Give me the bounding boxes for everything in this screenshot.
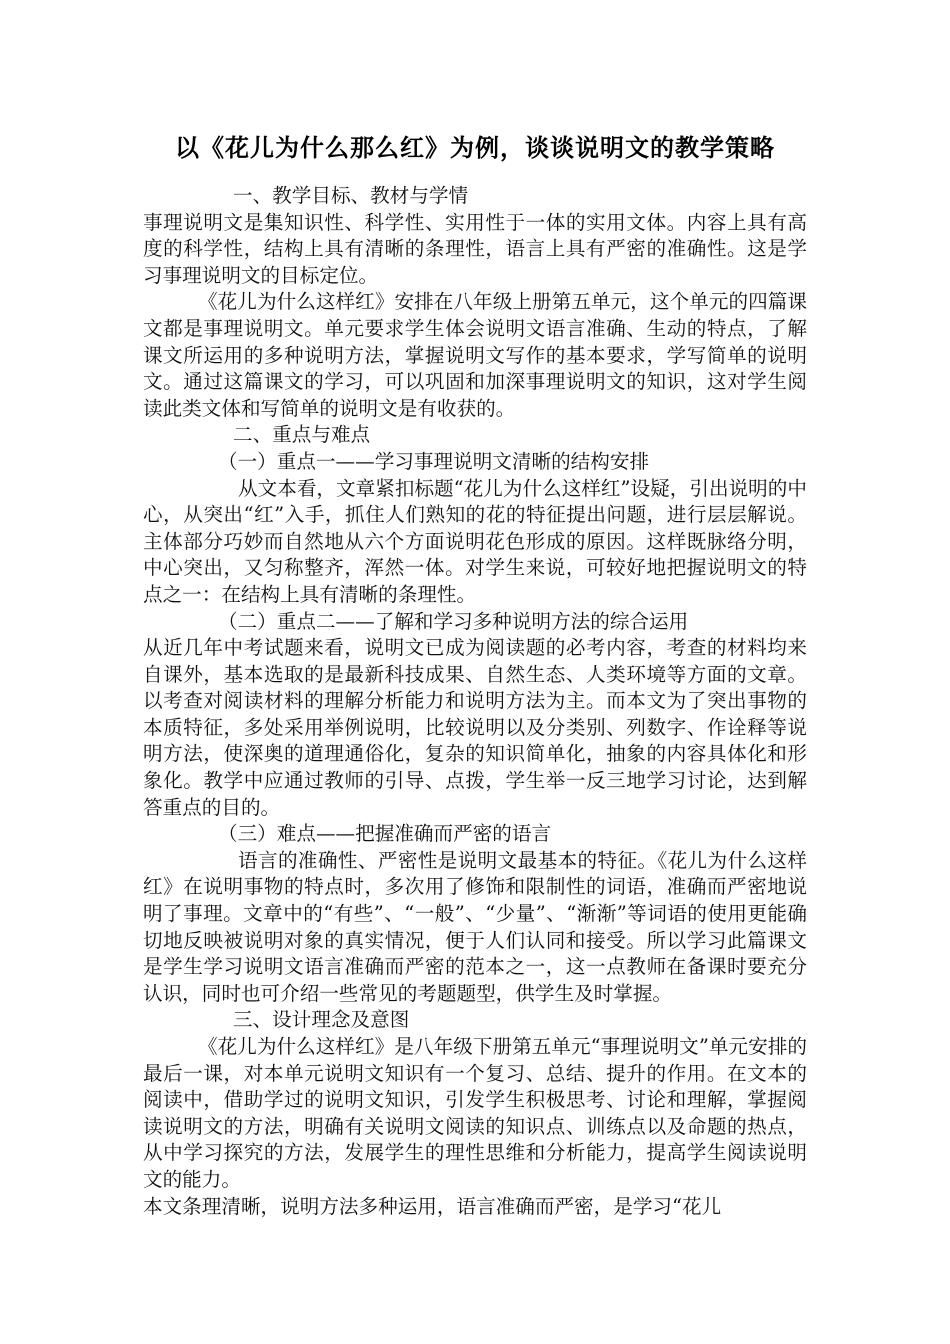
subsection-heading-3: （三）难点——把握准确而严密的语言 bbox=[218, 822, 552, 846]
paragraph: 本文条理清晰，说明方法多种运用，语言准确而严密，是学习“花儿 bbox=[143, 1194, 722, 1218]
document-title: 以《花儿为什么那么红》为例，谈谈说明文的教学策略 bbox=[175, 134, 775, 162]
paragraph: 《花儿为什么这样红》是八年级下册第五单元“事理说明文”单元安排的最后一课，对本单元说明文知识有一个复习、总结、提升的作用。在文本的阅读中，借助学过的说明文知识，引发学生积极思考、讨论和理解，掌握阅读说明文的方法，明确有关说明文阅读的知识点、训练点以及命题的热点，从中学习探究的方法，发展学生的理性思维和分析能力，提高学生阅读说明文的能力。 bbox=[143, 1035, 807, 1191]
section-heading-2: 二、重点与难点 bbox=[233, 423, 371, 447]
paragraph: 从近几年中考试题来看，说明文已成为阅读题的必考内容，考查的材料均来自课外，基本选取的是最新科技成果、自然生态、人类环境等方面的文章。以考查对阅读材料的理解分析能力和说明方法为主。而本文为了突出事物的本质特征，多处采用举例说明，比较说明以及分类别、列数字、作诠释等说明方法，使深奥的道理通俗化，复杂的知识简单化，抽象的内容具体化和形象化。教学中应通过教师的引导、点拨，学生举一反三地学习讨论，达到解答重点的目的。 bbox=[143, 636, 807, 819]
paragraph: 事理说明文是集知识性、科学性、实用性于一体的实用文体。内容上具有高度的科学性，结构上具有清晰的条理性，语言上具有严密的准确性。这是学习事理说明文的目标定位。 bbox=[143, 210, 807, 287]
paragraph: 语言的准确性、严密性是说明文最基本的特征。《花儿为什么这样红》在说明事物的特点时，多次用了修饰和限制性的词语，准确而严密地说明了事理。文章中的“有些”、“一般”、“少量”、“渐渐”等词语的使用更能确切地反映被说明对象的真实情况，便于人们认同和接受。所以学习此篇课文是学生学习说明文语言准确而严密的范本之一，这一点教师在备课时要充分认识，同时也可介绍一些常见的考题题型，供学生及时掌握。 bbox=[143, 848, 807, 1005]
document-body bbox=[143, 183, 807, 1220]
subsection-heading-1: （一）重点一——学习事理说明文清晰的结构安排 bbox=[218, 449, 650, 473]
section-heading-3: 三、设计理念及意图 bbox=[233, 1008, 410, 1032]
subsection-heading-2: （二）重点二——了解和学习多种说明方法的综合运用 bbox=[218, 609, 689, 633]
section-heading-1: 一、教学目标、教材与学情 bbox=[233, 184, 469, 207]
paragraph: 《花儿为什么这样红》安排在八年级上册第五单元，这个单元的四篇课文都是事理说明文。单元要求学生体会说明文语言准确、生动的特点，了解课文所运用的多种说明方法，掌握说明文写作的基本要求，学写简单的说明文。通过这篇课文的学习，可以巩固和加深事理说明文的知识，这对学生阅读此类文体和写简单的说明文是有收获的。 bbox=[143, 290, 807, 420]
paragraph: 从文本看，文章紧扣标题“花儿为什么这样红”设疑，引出说明的中心，从突出“红”入手，抓住人们熟知的花的特征提出问题，进行层层解说。主体部分巧妙而自然地从六个方面说明花色形成的原因。这样既脉络分明，中心突出，又匀称整齐，浑然一体。对学生来说，可较好地把握说明文的特点之一：在结构上具有清晰的条理性。 bbox=[143, 476, 807, 606]
